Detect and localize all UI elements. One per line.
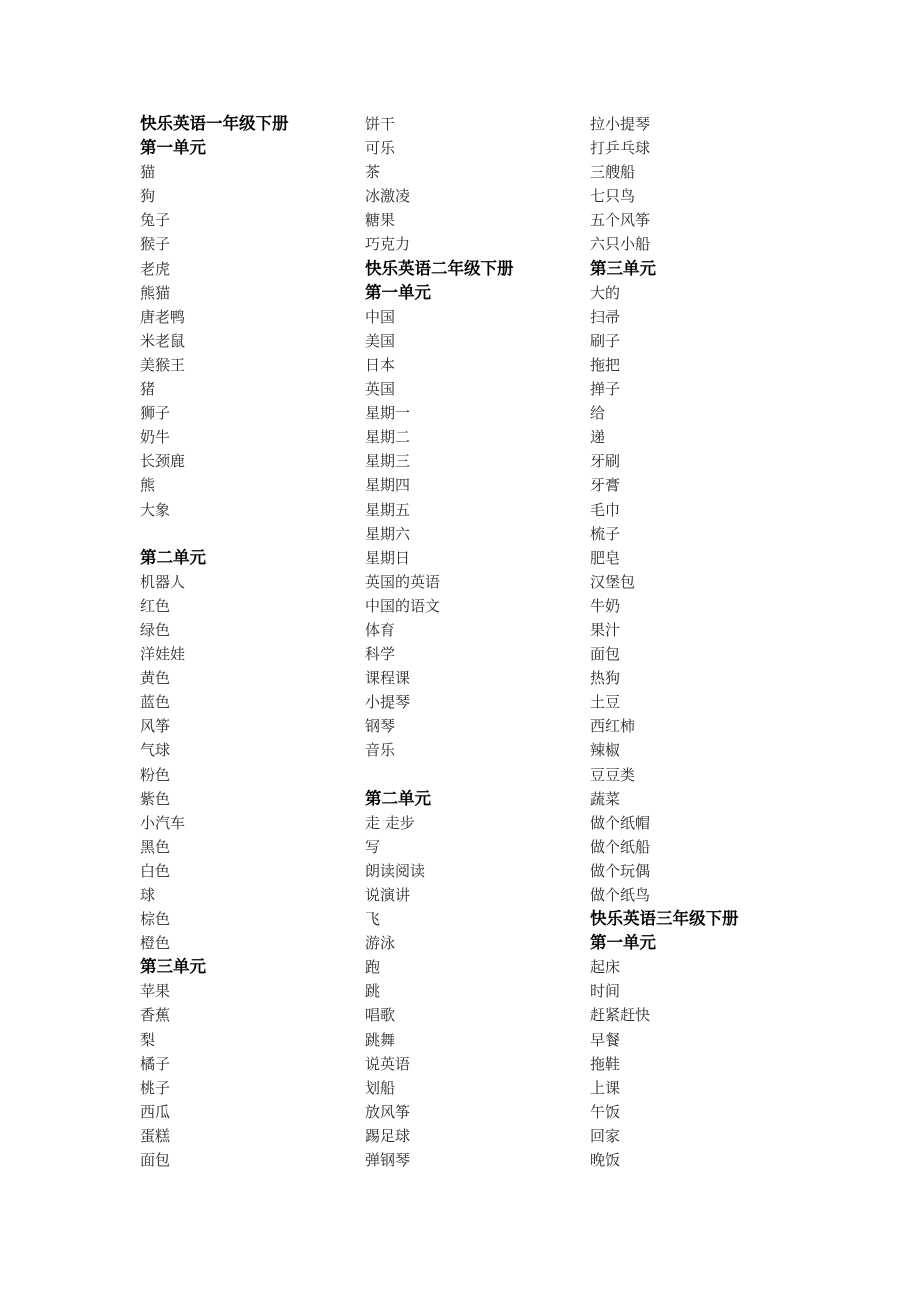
vocab-item: 巧克力 <box>365 235 411 254</box>
vocab-item: 跑 <box>365 958 381 977</box>
column-2 <box>365 112 575 1172</box>
vocab-item: 唱歌 <box>365 1006 396 1025</box>
vocab-item: 英国 <box>365 380 396 399</box>
vocab-item: 球 <box>140 886 156 904</box>
vocab-item: 黑色 <box>140 837 171 856</box>
vocab-item: 赶紧赶快 <box>590 1006 651 1025</box>
vocab-item: 狗 <box>140 187 156 206</box>
section-heading: 第三单元 <box>590 258 656 278</box>
column-1 <box>140 112 350 1172</box>
vocab-item: 美猴王 <box>140 355 186 374</box>
vocab-item: 牙刷 <box>590 452 621 471</box>
vocab-item: 小提琴 <box>365 693 411 712</box>
column-3 <box>590 112 800 1172</box>
vocab-item: 跳舞 <box>365 1030 396 1049</box>
vocab-item: 茶 <box>365 163 381 182</box>
vocab-item: 星期日 <box>365 548 411 567</box>
vocab-item: 做个纸船 <box>590 837 651 856</box>
vocab-item: 美国 <box>365 331 396 350</box>
vocab-item: 汉堡包 <box>590 572 636 591</box>
vocab-item: 粉色 <box>140 765 171 784</box>
section-heading: 快乐英语一年级下册 <box>140 114 289 133</box>
vocab-item: 说演讲 <box>365 886 411 904</box>
vocab-item: 早餐 <box>590 1030 621 1049</box>
vocab-item: 老虎 <box>140 259 171 278</box>
vocab-item: 做个纸帽 <box>590 813 651 832</box>
vocab-item: 果汁 <box>590 620 621 639</box>
vocab-item: 晚饭 <box>590 1151 621 1170</box>
vocab-item: 气球 <box>140 741 171 760</box>
section-heading: 快乐英语二年级下册 <box>365 258 514 278</box>
vocab-item: 递 <box>590 428 606 447</box>
vocab-item: 梳子 <box>590 524 621 543</box>
section-heading: 第三单元 <box>140 957 206 977</box>
vocab-item: 蓝色 <box>140 693 171 712</box>
section-heading: 第一单元 <box>590 933 656 953</box>
vocab-item: 刷子 <box>590 331 621 350</box>
vocab-item: 午饭 <box>590 1102 621 1121</box>
vocab-item: 扫帚 <box>590 307 621 326</box>
vocab-item: 写 <box>365 837 381 856</box>
vocab-item: 毛巾 <box>590 500 621 519</box>
section-heading: 第二单元 <box>365 788 431 808</box>
vocab-item: 橙色 <box>140 934 171 953</box>
section-heading: 第二单元 <box>140 547 206 567</box>
vocab-item: 猫 <box>140 163 156 182</box>
vocab-item: 蛋糕 <box>140 1126 171 1145</box>
vocab-item: 大的 <box>590 283 621 302</box>
vocab-item: 西瓜 <box>140 1102 171 1121</box>
vocab-item: 黄色 <box>140 669 171 688</box>
vocab-item: 熊 <box>140 476 156 495</box>
vocab-item: 做个纸鸟 <box>590 886 651 904</box>
vocab-item: 朗读阅读 <box>365 861 426 880</box>
section-heading: 第一单元 <box>140 138 206 158</box>
vocab-item: 回家 <box>590 1126 621 1145</box>
vocab-item: 牛奶 <box>590 596 621 615</box>
vocab-item: 米老鼠 <box>140 331 186 350</box>
vocab-item: 英国的英语 <box>365 572 441 591</box>
vocab-item: 白色 <box>140 861 171 880</box>
vocab-item: 星期四 <box>365 476 411 495</box>
vocab-item: 风筝 <box>140 717 171 736</box>
vocab-item: 七只鸟 <box>590 187 636 206</box>
vocab-item: 辣椒 <box>590 741 621 760</box>
vocab-item: 做个玩偶 <box>590 861 651 880</box>
vocab-item: 三艘船 <box>590 163 636 182</box>
vocab-item: 大象 <box>140 500 171 519</box>
vocab-item: 唐老鸭 <box>140 307 186 326</box>
vocab-item: 西红柿 <box>590 717 636 736</box>
section-heading: 第一单元 <box>365 282 431 302</box>
vocab-item: 蔬菜 <box>590 789 621 808</box>
section-heading: 快乐英语三年级下册 <box>590 909 739 929</box>
vocab-item: 豆豆类 <box>590 765 636 784</box>
vocab-item: 飞 <box>365 910 381 929</box>
vocab-item: 狮子 <box>140 404 171 423</box>
vocab-item: 拖把 <box>590 355 621 374</box>
vocab-item: 放风筝 <box>365 1102 411 1121</box>
vocab-item: 苹果 <box>140 982 171 1001</box>
vocab-item: 牙膏 <box>590 476 621 495</box>
vocab-item: 弹钢琴 <box>365 1151 411 1170</box>
vocab-item: 红色 <box>140 596 171 615</box>
blank-line <box>365 763 575 787</box>
vocab-item: 面包 <box>140 1151 171 1170</box>
vocab-item: 走 走步 <box>365 813 415 832</box>
vocab-item: 桃子 <box>140 1078 171 1097</box>
vocab-item: 课程课 <box>365 669 411 688</box>
vocab-item: 橘子 <box>140 1054 171 1073</box>
vocab-item: 拉小提琴 <box>590 115 651 133</box>
vocab-item: 跳 <box>365 982 381 1001</box>
vocab-item: 长颈鹿 <box>140 452 186 471</box>
vocab-item: 可乐 <box>365 139 396 158</box>
vocab-item: 小汽车 <box>140 813 186 832</box>
vocab-item: 饼干 <box>365 115 396 133</box>
vocab-item: 土豆 <box>590 693 621 712</box>
vocab-item: 肥皂 <box>590 548 621 567</box>
vocab-item: 中国的语文 <box>365 596 441 615</box>
vocab-item: 游泳 <box>365 934 396 953</box>
vocab-item: 星期五 <box>365 500 411 519</box>
vocab-item: 科学 <box>365 645 396 664</box>
vocab-item: 奶牛 <box>140 428 171 447</box>
vocab-item: 机器人 <box>140 572 186 591</box>
vocab-item: 星期一 <box>365 404 411 423</box>
vocab-item: 猪 <box>140 380 156 399</box>
blank-line <box>140 522 350 546</box>
vocab-item: 起床 <box>590 958 621 977</box>
vocab-item: 洋娃娃 <box>140 645 186 664</box>
vocab-item: 猴子 <box>140 235 171 254</box>
vocab-item: 音乐 <box>365 741 396 760</box>
vocab-item: 兔子 <box>140 211 171 230</box>
vocab-item: 熊猫 <box>140 283 171 302</box>
vocab-item: 掸子 <box>590 380 621 399</box>
vocab-item: 踢足球 <box>365 1126 411 1145</box>
vocab-item: 打乒乓球 <box>590 139 651 158</box>
vocab-item: 绿色 <box>140 620 171 639</box>
vocab-item: 星期六 <box>365 524 411 543</box>
vocab-item: 糖果 <box>365 211 396 230</box>
vocab-item: 划船 <box>365 1078 396 1097</box>
vocab-item: 香蕉 <box>140 1006 171 1025</box>
vocab-item: 时间 <box>590 982 621 1001</box>
vocab-item: 热狗 <box>590 669 621 688</box>
vocab-item: 紫色 <box>140 789 171 808</box>
vocab-item: 说英语 <box>365 1054 411 1073</box>
vocab-item: 体育 <box>365 620 396 639</box>
vocab-item: 拖鞋 <box>590 1054 621 1073</box>
vocab-item: 给 <box>590 404 606 423</box>
vocab-item: 钢琴 <box>365 717 396 736</box>
vocab-item: 星期三 <box>365 452 411 471</box>
vocab-item: 棕色 <box>140 910 171 929</box>
vocab-item: 星期二 <box>365 428 411 447</box>
vocab-item: 六只小船 <box>590 235 651 254</box>
vocab-item: 五个风筝 <box>590 211 651 230</box>
vocab-item: 中国 <box>365 307 396 326</box>
vocab-item: 上课 <box>590 1078 621 1097</box>
vocab-item: 冰激凌 <box>365 187 411 206</box>
vocab-item: 梨 <box>140 1030 156 1049</box>
vocab-item: 日本 <box>365 355 396 374</box>
vocab-item: 面包 <box>590 645 621 664</box>
